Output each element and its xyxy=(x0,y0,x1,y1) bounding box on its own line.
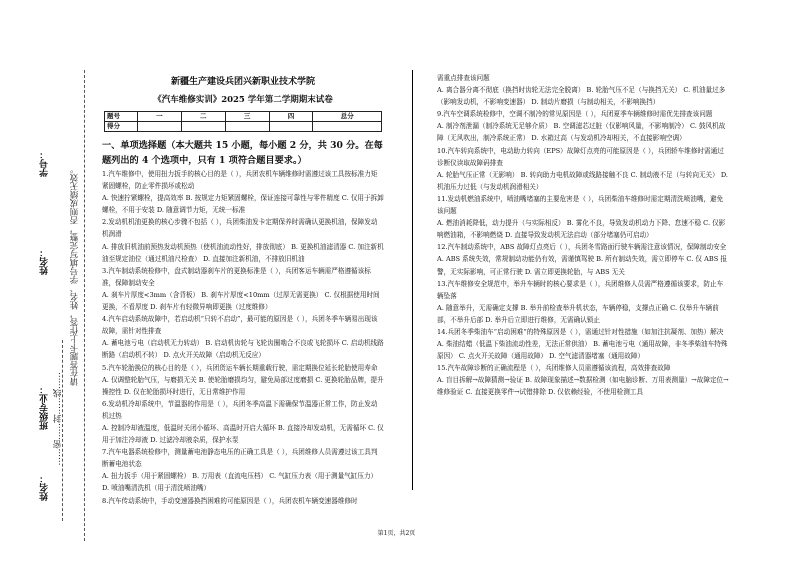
question-text: A. 扭力扳手（用于紧固螺栓） B. 万用表（直流电压档） C. 气缸压力表（用于测量气缸压力） D. 喷油嘴清洗机（用于清洗喷油嘴） xyxy=(102,472,378,493)
score-cell xyxy=(313,122,382,132)
binding-area xyxy=(0,0,92,561)
question-text: 10.汽车转向系统中，电动助力转向（EPS）故障灯点亮的可能原因是（ ），兵团轿车维修时需通过诊断仪读取故障码排查 xyxy=(437,146,724,167)
seal-line xyxy=(84,70,85,541)
score-cell: 得分 xyxy=(105,122,138,132)
question-text: 2.发动机机油更换的核心步骤不包括（ ），兵团柴油发卡定期保养时需确认更换机油，保障发动机润滑 xyxy=(102,218,378,239)
question-text: 4.汽车启动系统故障中，若启动机“只转不启动”，最可能的原因是（ ），兵团冬季车辆易出现该故障，需针对性排查 xyxy=(102,315,378,336)
score-cell: 四 xyxy=(269,112,313,122)
question-text: 11.发动机燃油系统中，喷油嘴堵塞的主要危害是（ ），兵团柴油车维修时需定期清洗喷油嘴，避免该问题 xyxy=(437,194,724,216)
question-text: 需重点排查该问题 xyxy=(437,74,490,82)
question-text: A. 离合器分离不彻底（换挡时齿轮无法完全脱离） B. 轮胎气压不足（与换挡无关） C. 机油量过多（影响发动机，不影响变速器） D. 制动片磨损（与制动相关，不影响换挡） xyxy=(437,86,726,107)
score-table xyxy=(104,111,382,132)
exam-title: 《汽车维修实训》2025 学年第二学期期末试卷 xyxy=(153,95,333,105)
question-text: A. 蓄电池亏电（启动机无力转动） B. 启动机齿轮与飞轮齿圈啮合不良或飞轮损坏 C. 启动机线路断路（启动机不转） D. 点火开关故障（启动机无反应） xyxy=(102,339,384,360)
binding-notice: 请在答题卡上作答，姓名、学号填写完整，否则成绩无效。 xyxy=(70,165,80,386)
column-divider xyxy=(412,70,413,490)
question-text: 1.汽车维修中，使用扭力扳手的核心目的是（ ），兵团农机车辆维修时需遵过该工具按标准力矩紧固螺栓，防止零件损坏或松动 xyxy=(102,170,378,191)
question-text: 8.汽车传动系统中，手动变速器换挡困难的可能原因是（ ），兵团农机车辆变速器维修时 xyxy=(102,496,358,505)
question-text: A. 随意举升，无需确定支撑 B. 举升前检查举升机状态，车辆停稳，支撑点正确 C. 仅举升车辆前部，不举升后部 D. 举升后立即进行维修，无需确认锁止 xyxy=(437,303,719,324)
question-text: A. 排放旧机油前预热发动机预热（使机油流动性好，排放彻底） B. 更换机油滤清器 C. 加注新机油至规定油位（通过机油尺检查） D. 直接加注新机油，不排放旧机油 xyxy=(102,242,384,263)
question-list-right xyxy=(437,72,729,399)
section-title: 一、单项选择题（本大题共 15 小题，每小题 2 分，共 30 分。在每题列出的 4 个选项中，只有 1 项符合题目要求。） xyxy=(102,140,383,166)
score-header-row xyxy=(105,112,382,122)
question-text: 6.发动机冷却系统中，节温器的作用是（ ），兵团冬季高温下需确保节温器正常工作，防止发动机过热 xyxy=(102,399,378,420)
student-id-label: 学号： xyxy=(40,150,50,177)
question-text: A. 控制冷却液温度，低温时关闭小循环、高温时开启大循环 B. 直接冷却发动机，无需循环 C. 仅用于加注冷却液 D. 过滤冷却液杂质，保护水泵 xyxy=(102,423,384,445)
name-label-bottom: 姓名： xyxy=(40,474,50,501)
score-cell xyxy=(181,122,225,132)
score-cell xyxy=(269,122,313,132)
question-text: A. ABS 系统失效，常规制动功能仍有效，需谨慎驾驶 B. 所有制动失效，需立即停车 C. 仅 ABS 报警，无实际影响，可正常行驶 D. 需立即更换轮胎，与 ABS 无关 xyxy=(437,255,727,276)
score-cell xyxy=(138,122,182,132)
question-text: A. 制冷剂泄漏（制冷系统无足够介质） B. 空调滤芯过脏（仅影响风量，不影响制冷） C. 鼓风机故障（无风吹出，制冷系统正常） D. 水箱过高（与发动机冷却相关，不直接影响空调） xyxy=(437,122,726,143)
score-cell: 题号 xyxy=(105,112,138,122)
question-text: A. 快速拧紧螺栓，提高效率 B. 按规定力矩紧固螺栓，保证连接可靠性与零件精度 C. 仅用于拆卸螺栓，不用于安装 D. 随意调节力矩，无统一标准 xyxy=(102,194,384,215)
question-text: 12.汽车制动系统中，ABS 故障灯点亮后（ ），兵团冬雪路面行驶车辆需注意该情况，保障制动安全 xyxy=(437,243,727,252)
question-text: A. 轮胎气压正常（无影响） B. 转向助力电机故障或线路接触不良 C. 制动液不足（与转向无关） D. 机油压力过低（与发动机润滑相关） xyxy=(437,170,728,191)
score-cell xyxy=(225,122,269,132)
question-text: 13.汽车维修安全规范中，举升车辆时的核心要求是（ ），兵团维修人员需严格遵循该要求，防止车辆坠落 xyxy=(437,279,724,300)
score-value-row xyxy=(105,122,382,132)
question-text: 15.汽车故障诊断的正确流程是（ ），兵团维修人员需遵循该流程，高效排查故障 xyxy=(437,364,671,373)
question-text: A. 盲目拆解→故障猜测→验证 B. 故障现象描述→数据检测（如电脑诊断、万用表测量）→故障定位→维修验证 C. 直接更换零件→试错排除 D. 仅依赖经验，不使用检测工具 xyxy=(437,376,729,397)
page-footer: 第1页，共2页 xyxy=(377,530,416,537)
class-major-label: 班级专业： xyxy=(40,385,50,430)
question-text: A. 燃油消耗降低，动力提升（与实际相反） B. 雾化不良，导致发动机动力下降、怠速不稳 C. 仅影响燃油箱，不影响燃烧 D. 直接导致发动机无法启动（部分堵塞仍可启动） xyxy=(437,219,726,240)
question-text: A. 刹车片厚度<3mm（含背板） B. 刹车片厚度<10mm（过厚无需更换） C. 仅根据使用时间更换，不看厚度 D. 刹车片有轻微异响即更换（过度维修） xyxy=(102,290,380,312)
question-text: A. 柴油结蜡（低温下柴油流动性差，无法正常供油） B. 蓄电池亏电（通用故障，非冬季柴油车特殊原因） C. 点火开关故障（通用故障） D. 空气滤清器堵塞（通用故障） xyxy=(437,340,728,361)
question-text: 9.汽车空调系统检修中，空调不制冷的常见原因是（ ），兵团夏季车辆维修时需优先排查该问题 xyxy=(437,110,713,119)
seal-line-text: ……密……封……线…… xyxy=(53,372,63,466)
question-text: A. 仅调整轮胎气压，与磨损无关 B. 使轮胎磨损均匀，避免局部过度磨损 C. 更换轮胎品牌，提升操控性 D. 仅在轮胎损坏时进行，无日常维护作用 xyxy=(102,375,384,396)
question-text: 14.兵团冬季柴油车“启动困难”的特殊原因是（ ），需通过针对性措施（如加注抗凝剂、加热）解决 xyxy=(437,327,724,336)
score-cell: 总分 xyxy=(313,112,382,122)
right-column xyxy=(437,72,729,399)
name-label: 姓名： xyxy=(40,248,50,275)
score-cell: 二 xyxy=(181,112,225,122)
score-cell: 三 xyxy=(225,112,269,122)
score-cell: 一 xyxy=(138,112,182,122)
question-text: 7.汽车电器系统检修中，测量蓄电池静态电压的正确工具是（ ），兵团维修人员需遵过该工具判断蓄电池状态 xyxy=(102,448,378,469)
left-column xyxy=(102,76,384,507)
question-list-left xyxy=(102,168,384,507)
question-text: 5.汽车轮胎换位的核心目的是（ ），兵团货运车辆长期重载行驶，需定期换位延长轮胎使用寿命 xyxy=(102,363,378,372)
question-text: 3.汽车制动系统检修中，盘式制动器刹车片的更换标准是（ ），兵团客运车辆需严格遵循该标准，保障制动安全 xyxy=(102,266,371,287)
school-name: 新疆生产建设兵团兴新职业技术学院 xyxy=(170,77,315,87)
